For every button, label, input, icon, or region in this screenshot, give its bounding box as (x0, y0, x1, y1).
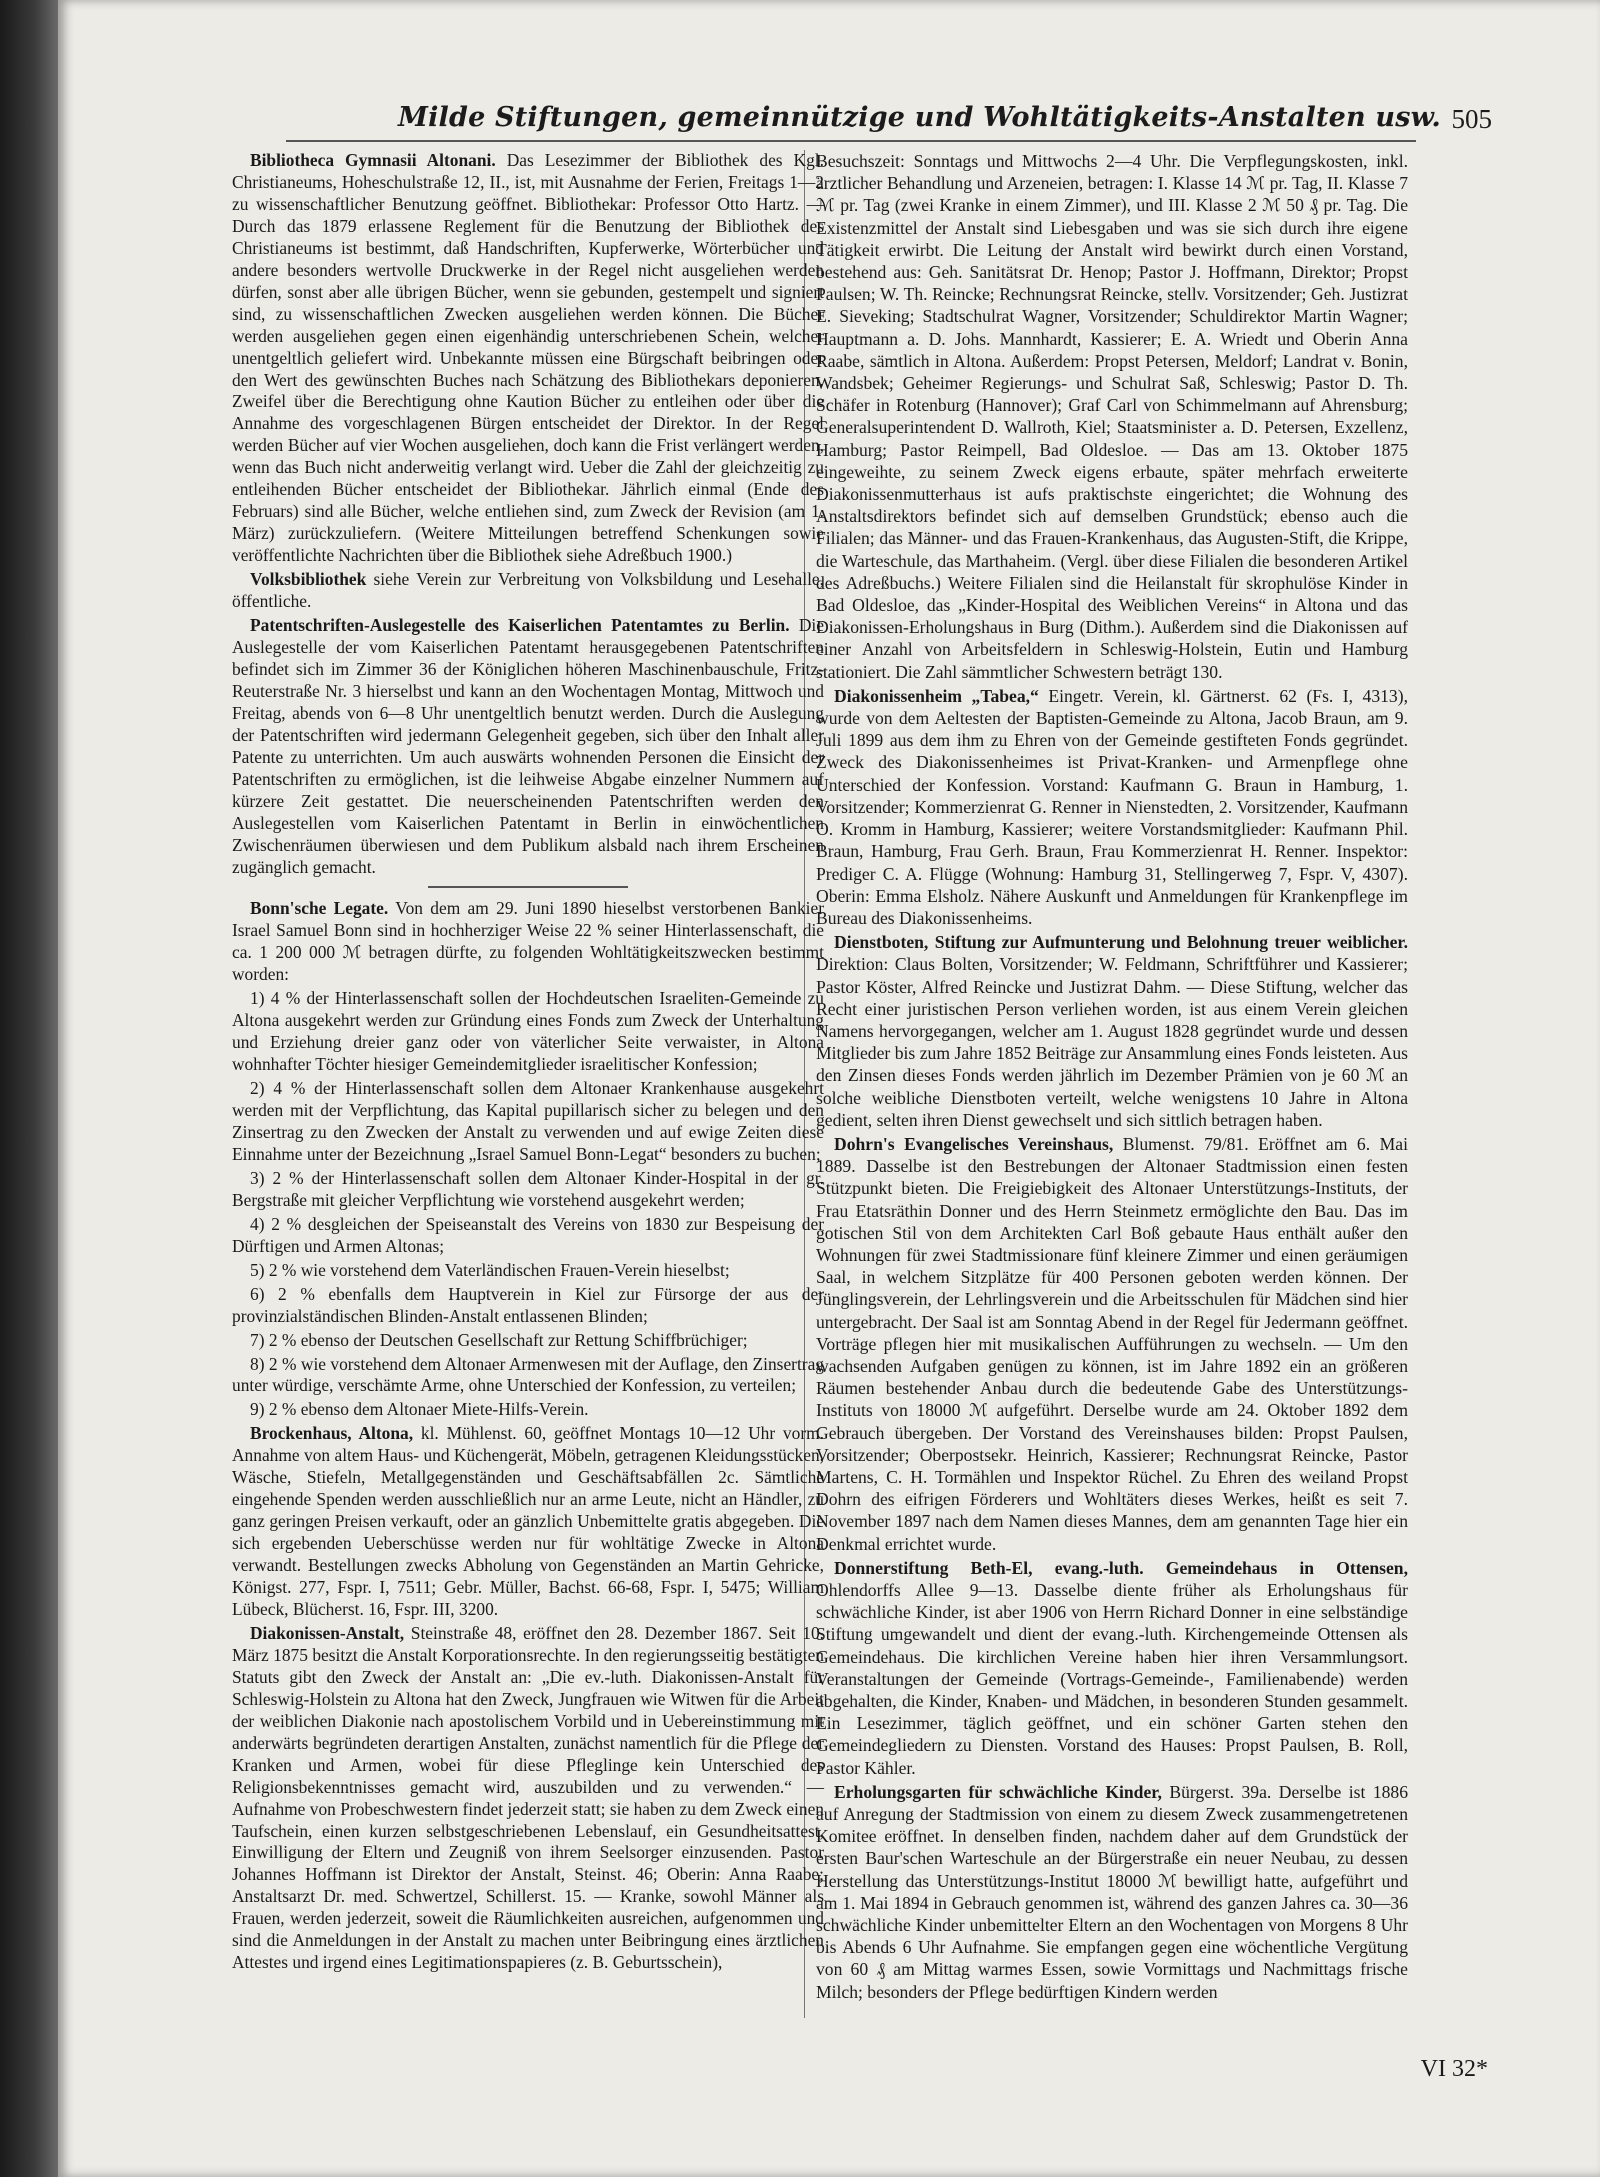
entry-heading: Bibliotheca Gymnasii Altonani. (250, 150, 496, 170)
entry-heading: Diakonissen-Anstalt, (250, 1622, 405, 1643)
entry-body: Ohlendorffs Allee 9—13. Dasselbe diente früher als Erholungshaus für schwächliche Kinder, ist aber 1906 von Herrn Richard Donner in eine selbständige Stiftung umgewandelt und dient der evang.-luth. Kirchengemeinde Ottensen als Gemeindehaus. Die kirchlichen Vereine haben hier ihren Versammlungsort. Veranstaltungen der Gemeinde (Vortrags-Gemeinde-, Familienabende) werden abgehalten, die Kinder, Knaben- und Mädchen, in besonderen Stunden gesammelt. Ein Lesezimmer, täglich geöffnet, und ein schöner Garten stehen den Gemeindegliedern zu Diensten. Vorstand des Hauses: Propst Paulsen, B. Roll, Pastor Kähler. (816, 1580, 1408, 1778)
entry-heading: Diakonissenheim „Tabea,“ (834, 685, 1039, 706)
entry-body: Eingetr. Verein, kl. Gärtnerst. 62 (Fs. I, 4313), wurde von dem Aeltesten der Baptisten-Gemeinde zu Altona, Jacob Braun, am 9. Juli 1899 aus dem ihm zu Ehren von der Gemeinde gestifteten Fonds gegründet. Zweck des Diakonissenheimes ist Privat-Kranken- und Armenpflege ohne Unterschied der Konfession. Vorstand: Kaufmann G. Braun in Hamburg, 1. Vorsitzender; Kommerzienrat G. Renner in Nienstedten, 2. Vorsitzender, Kaufmann O. Kromm in Hamburg, Kassierer; weitere Vorstandsmitglieder: Kaufmann Phil. Braun, Hamburg, Frau Gerh. Braun, Frau Kommerzienrat H. Renner. Inspektor: Prediger C. A. Flügge (Wohnung: Hamburg 31, Stellingerweg 7, Fspr. V, 4307). Oberin: Emma Elsholz. Nähere Auskunft und Anmeldungen für Krankenpflege im Bureau des Diakonissenheims. (816, 685, 1408, 928)
entry-heading: Dienstboten, Stiftung zur Aufmunterung und Belohnung treuer weiblicher. (834, 932, 1408, 953)
entry-bonn-legate (232, 898, 824, 986)
entry-volksbibliothek (232, 569, 824, 613)
list-item: 4) 2 % desgleichen der Speiseanstalt des Vereins von 1830 zur Bespeisung der Dürftigen und Armen Altonas; (232, 1213, 824, 1256)
entry-heading: Dohrn's Evangelisches Vereinshaus, (834, 1133, 1114, 1154)
entry-continuation: Besuchszeit: Sonntags und Mittwochs 2—4 Uhr. Die Verpflegungskosten, inkl. ärztlicher Behandlung und Arzeneien, betragen: I. Klasse 14 ℳ pr. Tag, II. Klasse 7 ℳ pr. Tag (zwei Kranke in einem Zimmer), und III. Klasse 2 ℳ 50 ₰ pr. Tag. Die Existenzmittel der Anstalt sind Liebesgaben und was sie sich durch ihre eigene Tätigkeit erwirbt. Die Leitung der Anstalt wird bewirkt durch einen Vorstand, bestehend aus: Geh. Sanitätsrat Dr. Henop; Pastor J. Hoffmann, Direktor; Propst Paulsen; W. Th. Reincke; Rechnungsrat Reincke, stellv. Vorsitzender; Geh. Justizrat E. Sieveking; Stadtschulrat Wagner, Vorsitzender; Schuldirektor Martin Wagner; Hauptmann a. D. Johs. Mannhardt, Kassierer; E. A. Wriedt und Oberin Anna Raabe, sämtlich in Altona. Außerdem: Propst Petersen, Meldorf; Landrat v. Bonin, Wandsbek; Geheimer Regierungs- und Schulrat Saß, Schleswig; Pastor D. Th. Schäfer in Rotenburg (Hannover); Graf Carl von Schimmelmann auf Ahrensburg; Generalsuperintendent D. Wallroth, Kiel; Staatsminister a. D. Petersen, Exzellenz, Hamburg; Pastor Reimpell, Bad Oldesloe. — Das am 13. Oktober 1875 eingeweihte, zu seinem Zweck eigens erbaute, später mehrfach erweiterte Diakonissenmutterhaus ist aufs praktischste eingerichtet; die Wohnung des Anstaltsdirektors befindet sich auf demselben Grundstück; ebenso auch die Filialen; das Männer- und das Frauen-Krankenhaus, das Augusten-Stift, die Krippe, die Warteschule, das Marthaheim. (Vergl. über diese Filialen die besonderen Artikel des Adreßbuchs.) Weitere Filialen sind die Heilanstalt für skrophulöse Kinder in Bad Oldesloe, das „Kinder-Hospital des Weiblichen Vereins“ in Altona und das Diakonissen-Erholungshaus in Burg (Dithm.). Außerdem sind die Diakonissen auf einer Anzahl von Arbeitsfeldern in Schleswig-Holstein, Eutin und Hamburg stationiert. Die Zahl sämmtlicher Schwestern beträgt 130. (816, 151, 1408, 682)
entry-erholungsgarten (816, 1781, 1408, 2003)
section-separator (428, 886, 628, 888)
entry-patentschriften (232, 615, 824, 878)
entry-dienstboten (816, 931, 1408, 1131)
scan-edge-shadow (0, 0, 58, 2177)
list-item: 8) 2 % wie vorstehend dem Altonaer Armenwesen mit der Auflage, den Zinsertrag unter würdige, verschämte Arme, ohne Unterschied der Konfession, zu verteilen; (232, 1353, 824, 1396)
left-column (232, 150, 824, 1974)
entry-diakonissen-anstalt (232, 1623, 824, 1974)
list-item: 1) 4 % der Hinterlassenschaft sollen der Hochdeutschen Israeliten-Gemeinde zu Altona ausgekehrt werden zur Gründung eines Fonds zum Zweck der Unterhaltung und Erziehung dreier ganz oder von väterlicher Seite verwaister, in Altona wohnhafter Töchter hiesiger Gemeindemitglieder israelitischer Konfession; (232, 988, 824, 1075)
right-column (816, 150, 1408, 2003)
entry-heading: Bonn'sche Legate. (250, 898, 389, 919)
list-item: 3) 2 % der Hinterlassenschaft sollen dem Altonaer Kinder-Hospital in der gr. Bergstraße mit gleicher Verpflichtung wie vorstehend ausgekehrt werden; (232, 1167, 824, 1210)
entry-heading: Donnerstiftung Beth-El, evang.-luth. Gemeindehaus in Ottensen, (834, 1557, 1408, 1578)
running-head-title: Milde Stiftungen, gemeinnützige und Wohltätigkeits-Anstalten usw. (398, 102, 1441, 133)
entry-heading: Brockenhaus, Altona, (250, 1423, 414, 1444)
entry-body: Das Lesezimmer der Bibliothek des Kgl. Christianeums, Hoheschulstraße 12, II., ist, mit Ausnahme der Ferien, Freitags 1—2 zu wissenschaftlicher Benutzung geöffnet. Bibliothekar: Professor Otto Hartz. — Durch das 1879 erlassene Reglement für die Benutzung der Bibliothek des Christianeums ist bestimmt, daß Handschriften, Kupferwerke, Wörterbücher und andere besonders wertvolle Druckwerke in der Regel nicht ausgeliehen werden dürfen, sonst aber alle übrigen Bücher, wenn sie gebunden, gestempelt und signiert sind, zu wissenschaftlichen Zwecken ausgeliehen werden können. Die Bücher werden ausgeliehen gegen einen eigenhändig unterschriebenen Schein, welcher unentgeltlich geliefert wird. Unbekannte müssen eine Bürgschaft beibringen oder den Wert des gewünschten Buches nach Schätzung des Bibliothekars deponieren. Zweifel über die Berechtigung ohne Kaution Bücher zu entleihen oder über die Annahme des vorgeschlagenen Bürgen entscheidet der Direktor. In der Regel werden Bücher auf vier Wochen ausgeliehen, doch kann die Frist verlängert werden, wenn das Buch nicht anderweitig verlangt wird. Ueber die Zahl der gleichzeitig zu entleihenden Bücher entscheidet der Bibliothekar. Jährlich einmal (Ende des Februars) sind alle Bücher, welche entliehen sind, zum Zweck der Revision (am 1. März) zurückzuliefern. (Weitere Mitteilungen betreffend Schenkungen sowie veröffentlichte Nachrichten über die Bibliothek siehe Adreßbuch 1900.) (232, 150, 824, 566)
entry-body: kl. Mühlenst. 60, geöffnet Montags 10—12 Uhr vorm. Annahme von altem Haus- und Küchengerät, Möbeln, getragenen Kleidungsstücken, Wäsche, Stiefeln, Metallgegenständen und Geschäftsabfällen 2c. Sämtliche eingehende Spenden werden ausschließlich nur an arme Leute, nicht an Händler, zu ganz geringen Preisen verkauft, oder an gänzlich Unbemittelte gratis abgegeben. Die sich ergebenden Ueberschüsse werden nur für wohltätige Zwecke in Altona verwandt. Bestellungen zwecks Abholung von Gegenständen an Martin Gehricke, Königst. 277, Fspr. I, 7511; Gebr. Müller, Bachst. 66-68, Fspr. I, 5475; William Lübeck, Blücherst. 16, Fspr. III, 3200. (232, 1423, 824, 1619)
entry-body: Die Auslegestelle der vom Kaiserlichen Patentamt herausgegebenen Patentschriften befindet sich im Zimmer 36 der Königlichen höheren Maschinenbauschule, Fritz-Reuterstraße Nr. 3 hierselbst und kann an den Wochentagen Montag, Mittwoch und Freitag, abends von 6—8 Uhr unentgeltlich benutzt werden. Durch die Auslegung der Patentschriften wird jedermann Gelegenheit gegeben, sich über den Inhalt aller Patente zu unterrichten. Um auch auswärts wohnenden Personen die Einsicht der Patentschriften zu ermöglichen, ist die leihweise Abgabe einzelner Nummern auf kürzere Zeit gestattet. Die neuerscheinenden Patentschriften werden den Auslegestellen vom Kaiserlichen Patentamt in Berlin in einwöchentlichen Zwischenräumen überwiesen und dem Publikum alsbald nach ihrem Erscheinen zugänglich gemacht. (232, 615, 824, 877)
list-item: 2) 4 % der Hinterlassenschaft sollen dem Altonaer Krankenhause ausgekehrt werden mit der Verpflichtung, das Kapital pupillarisch sicher zu belegen und den Zinsertrag zu den Zwecken der Anstalt zu verwenden und auf ewige Zeiten diese Einnahme unter der Bezeichnung „Israel Samuel Bonn-Legat“ besonders zu buchen; (232, 1078, 824, 1164)
entry-bibliotheca (232, 150, 824, 567)
entry-body: Von dem am 29. Juni 1890 hieselbst verstorbenen Bankier Israel Samuel Bonn sind in hochherziger Weise 22 % seiner Hinterlassenschaft, die ca. 1 200 000 ℳ betragen dürfte, zu folgenden Wohltätigkeitszwecken bestimmt worden: (232, 898, 824, 985)
list-item: 5) 2 % wie vorstehend dem Vaterländischen Frauen-Verein hieselbst; (250, 1259, 730, 1280)
list-item: 6) 2 % ebenfalls dem Hauptverein in Kiel zur Fürsorge der aus der provinzialständischen Blinden-Anstalt entlassenen Blinden; (232, 1283, 824, 1326)
entry-body: Steinstraße 48, eröffnet den 28. Dezember 1867. Seit 10. März 1875 besitzt die Anstalt Korporationsrechte. In den regierungsseitig bestätigten Statuts gibt den Zweck der Anstalt an: „Die ev.-luth. Diakonissen-Anstalt für Schleswig-Holstein zu Altona hat den Zweck, Jungfrauen wie Witwen für die Arbeit der weiblichen Diakonie nach apostolischem Vorbild und in Uebereinstimmung mit anderwärts begründeten derartigen Anstalten, zunächst namentlich für die Pflege der Kranken und Armen, wobei für diese Pfleglinge kein Unterschied des Religionsbekenntnisses gemacht wird, auszubilden und zu verwenden.“ — Aufnahme von Probeschwestern findet jederzeit statt; sie haben zu dem Zweck einen Taufschein, einen kurzen selbstgeschriebenen Lebenslauf, ein Gesundheitsattest, Einwilligung der Eltern und Zeugniß von ihrem Seelsorger einzusenden. Pastor Johannes Hoffmann ist Direktor der Anstalt, Steinst. 46; Oberin: Anna Raabe; Anstaltsarzt Dr. med. Schwertzel, Schillerst. 15. — Kranke, sowohl Männer als Frauen, werden jederzeit, soweit die Räumlichkeiten ausreichen, aufgenommen und sind die Anmeldungen in der Anstalt zu machen unter Beibringung eines ärztlichen Attestes und irgend eines Legitimationspapieres (z. B. Geburtsschein), (232, 1622, 824, 1973)
list-item: 7) 2 % ebenso der Deutschen Gesellschaft zur Rettung Schiffbrüchiger; (250, 1329, 748, 1350)
entry-donnerstiftung (816, 1557, 1408, 1779)
entry-heading: Patentschriften-Auslegestelle des Kaiserlichen Patentamtes zu Berlin. (250, 615, 790, 636)
entry-body: siehe Verein zur Verbreitung von Volksbildung und Lesehalle, öffentliche. (232, 569, 824, 612)
page-number: 505 (1451, 104, 1492, 134)
entry-tabea (816, 685, 1408, 929)
entry-heading: Erholungsgarten für schwächliche Kinder, (834, 1781, 1162, 1802)
entry-body: Bürgerst. 39a. Derselbe ist 1886 auf Anregung der Stadtmission von einem zu diesem Zweck zusammengetretenen Komitee eröffnet. In denselben finden, nachdem daher auf dem Grundstück der ersten Baur'schen Warteschule an der Bürgerstraße ein neuer Neubau, zu dessen Herstellung das Unterstützungs-Institut 18000 ℳ bewilligt hatte, aufgeführt und am 1. Mai 1894 in Gebrauch genommen ist, während des ganzen Jahres ca. 30—36 schwächliche Kinder unbemittelter Eltern an den Wochentagen von Morgens 8 Uhr bis Abends 6 Uhr Aufnahme. Sie empfangen gegen eine wöchentliche Vergütung von 60 ₰ am Mittag warmes Essen, sowie Vormittags und Nachmittags frische Milch; besonders der Pflege bedürftigen Kindern werden (816, 1781, 1409, 2002)
entry-body: Direktion: Claus Bolten, Vorsitzender; W. Feldmann, Schriftführer und Kassierer; Pastor Köster, Alfred Reincke und Justizrat Dahm. — Diese Stiftung, welcher das Recht einer juristischen Person verliehen worden, ist aus einem Verein gleichen Namens hervorgegangen, welcher am 1. August 1828 gegründet wurde und dessen Mitglieder bis zum Jahre 1852 Beiträge zur Ansammlung eines Fonds leisteten. Aus den Zinsen dieses Fonds werden jährlich im Dezember Prämien von je 60 ℳ an solche weibliche Dienstboten verteilt, welche wenigstens 10 Jahre in Altona gedient, selten ihren Dienst gewechselt und sich sittlich betragen haben. (816, 954, 1408, 1130)
entry-heading: Volksbibliothek (250, 569, 367, 590)
entry-dohrns-vereinshaus (816, 1133, 1408, 1555)
entry-body: Blumenst. 79/81. Eröffnet am 6. Mai 1889. Dasselbe ist den Bestrebungen der Altonaer Stadtmission einen festen Stützpunkt bieten. Die Freigiebigkeit des Altonaer Unterstützungs-Instituts, der Frau Etatsräthin Donner und des Herrn Steinmetz ermöglichte den Bau. Das im gotischen Stil von dem Architekten Carl Boß gebaute Haus enthält außer den Wohnungen für zwei Stadtmissionare fünf kleinere Zimmer und einen geräumigen Saal, in welchem Sitzplätze für 400 Personen geboten werden können. Der Jünglingsverein, der Lehrlingsverein und die Arbeitsschulen für Mädchen sind hier untergebracht. Der Saal ist am Sonntag Abend in der Regel für Jedermann geöffnet. Vorträge pflegen hier mit musikalischen Aufführungen zu wechseln. — Um den wachsenden Aufgaben genügen zu können, ist im Jahre 1892 ein an größeren Räumen bestehender Anbau durch die bedeutende Gabe des Unterstützungs-Instituts von 18000 ℳ aufgeführt. Derselbe wurde am 24. Oktober 1892 dem Gebrauch übergeben. Der Vorstand des Vereinshauses bilden: Propst Paulsen, Vorsitzender; Oberpostsekr. Heinrich, Kassierer; Rechnungsrat Reincke, Pastor Martens, C. H. Tormählen und Inspektor Rüchel. Zu Ehren des weiland Propst Dohrn des eifrigen Förderers und Wohltäters dieses Werkes, heißt es seit 7. November 1897 nach dem Namen dieses Mannes, dem am genannten Tage hier ein Denkmal errichtet wurde. (816, 1133, 1408, 1554)
header-rule (286, 140, 1416, 142)
entry-brockenhaus (232, 1423, 824, 1621)
list-item: 9) 2 % ebenso dem Altonaer Miete-Hilfs-Verein. (250, 1399, 589, 1420)
signature-mark: VI 32* (1420, 2056, 1488, 2082)
